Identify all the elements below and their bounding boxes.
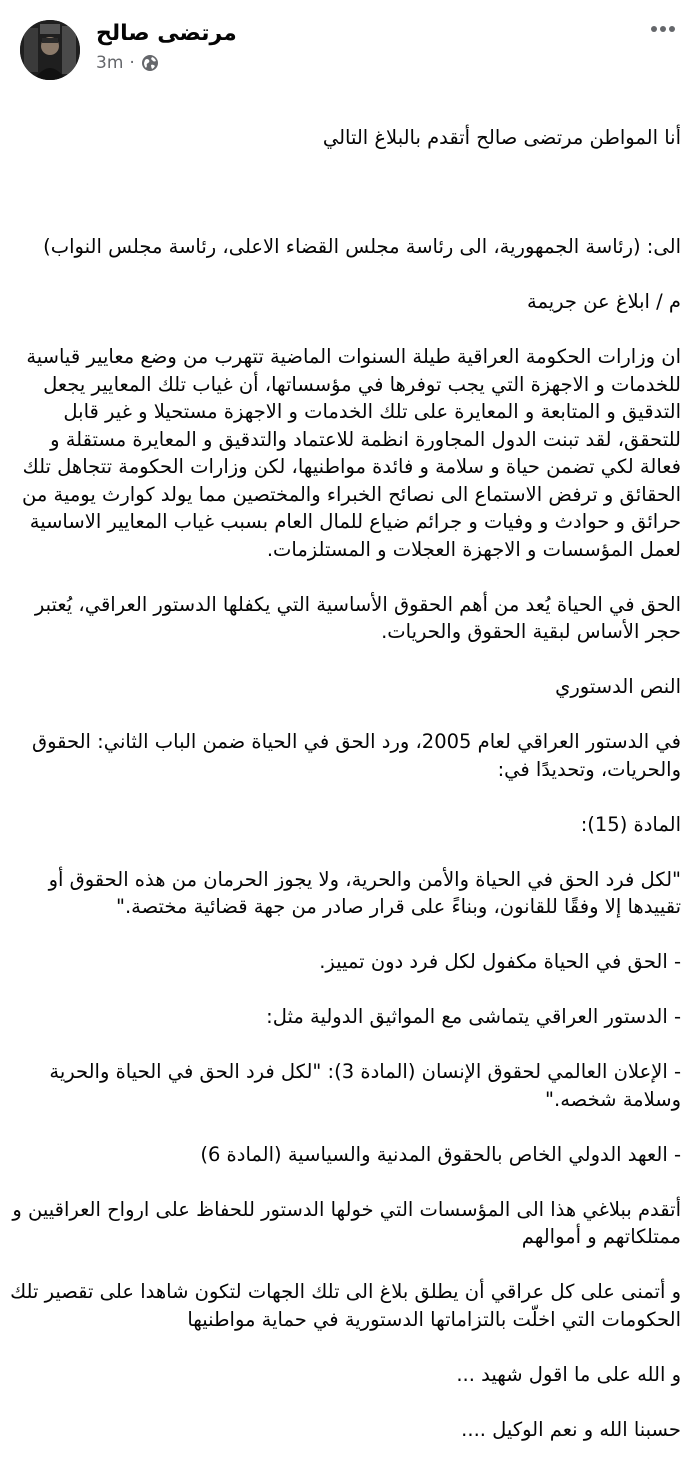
post-line-recipients: الى: (رئاسة الجمهورية، الى رئاسة مجلس القضاء الاعلى، رئاسة مجلس النواب) — [43, 235, 681, 258]
post-line-subject: م / ابلاغ عن جريمة — [526, 290, 681, 313]
post-bullet-3: - الإعلان العالمي لحقوق الإنسان (المادة 3): "لكل فرد الحق في الحياة والحرية وسلامة شخصه." — [49, 1060, 681, 1111]
post-quote-article-15: "لكل فرد الحق في الحياة والأمن والحرية، ولا يجوز الحرمان من هذه الحقوق أو تقييدها إلا وفقًا للقانون، وبناءً على قرار صادر من جهة قضائية مختصة." — [48, 867, 681, 918]
author-name[interactable]: مرتضى صالح — [96, 21, 237, 46]
post-time[interactable]: 3m — [96, 53, 124, 73]
post-meta — [96, 52, 159, 74]
more-options-button[interactable] — [646, 14, 680, 44]
more-horizontal-icon — [650, 25, 676, 33]
avatar[interactable] — [20, 20, 80, 80]
post-line-article-15: المادة (15): — [580, 812, 681, 836]
post-paragraph-report: أتقدم ببلاغي هذا الى المؤسسات التي خولها الدستور للحفاظ على ارواح العراقيين و ممتلكاتهم و أموالهم — [12, 1197, 681, 1248]
post-bullet-1: - الحق في الحياة مكفول لكل فرد دون تمييز. — [319, 950, 681, 973]
post-paragraph-call: و أتمنى على كل عراقي أن يطلق بلاغ الى تلك الجهات لتكون شاهدا على تقصير تلك الحكومات التي اخلّت بالتزاماتها الدستورية في حماية مواطنيها — [10, 1280, 681, 1331]
post-bullet-2: - الدستور العراقي يتماشى مع المواثيق الدولية مثل: — [266, 1005, 681, 1028]
post-paragraph-complaint: ان وزارات الحكومة العراقية طيلة السنوات الماضية تتهرب من وضع معايير قياسية للخدمات و الاجهزة التي يجب توفرها في مؤسساتها، أن غياب تلك المعايير يجعل التدقيق و المتابعة و المعايرة على تلك الخدمات و الاجهزة مستحيلا و غير قابل للتحقق، لقد تبنت الدول المجاورة انظمة للاعتماد والتدقيق و المعايرة مستقلة و فعالة لكي تضمن حياة و سلامة و فائدة مواطنيها، لكن وزارات الحكومة تتجاهل تلك الحقائق و ترفض الاستماع الى نصائح الخبراء والمختصين مما يولد كوارث يومية من حرائق و حوادث و وفيات و جرائم ضياع للمال العام بسبب غياب المعايير الاساسية لعمل المؤسسات و الاجهزة العجلات و المستلزمات. — [22, 345, 681, 561]
post-line-intro: أنا المواطن مرتضى صالح أتقدم بالبلاغ التالي — [322, 125, 681, 149]
post-header — [0, 0, 691, 96]
post-paragraph-right-to-life: الحق في الحياة يُعد من أهم الحقوق الأساسية التي يكفلها الدستور العراقي، يُعتبر حجر الأساس لبقية الحقوق والحريات. — [34, 592, 681, 643]
meta-separator: · — [129, 53, 135, 73]
post-bullet-4: - العهد الدولي الخاص بالحقوق المدنية والسياسية (المادة 6) — [200, 1142, 681, 1166]
avatar-photo — [20, 20, 80, 80]
post-line-oath: و الله على ما اقول شهيد ... — [456, 1362, 681, 1386]
post-body — [10, 96, 681, 1471]
post-blank-line — [10, 179, 681, 206]
globe-icon[interactable] — [141, 54, 159, 72]
post-line-constitutional-text: النص الدستوري — [555, 675, 681, 698]
post-line-closing: حسبنا الله و نعم الوكيل .... — [461, 1417, 681, 1441]
post-paragraph-constitution: في الدستور العراقي لعام 2005، ورد الحق في الحياة ضمن الباب الثاني: الحقوق والحريات، وتحديدًا في: — [31, 730, 681, 781]
